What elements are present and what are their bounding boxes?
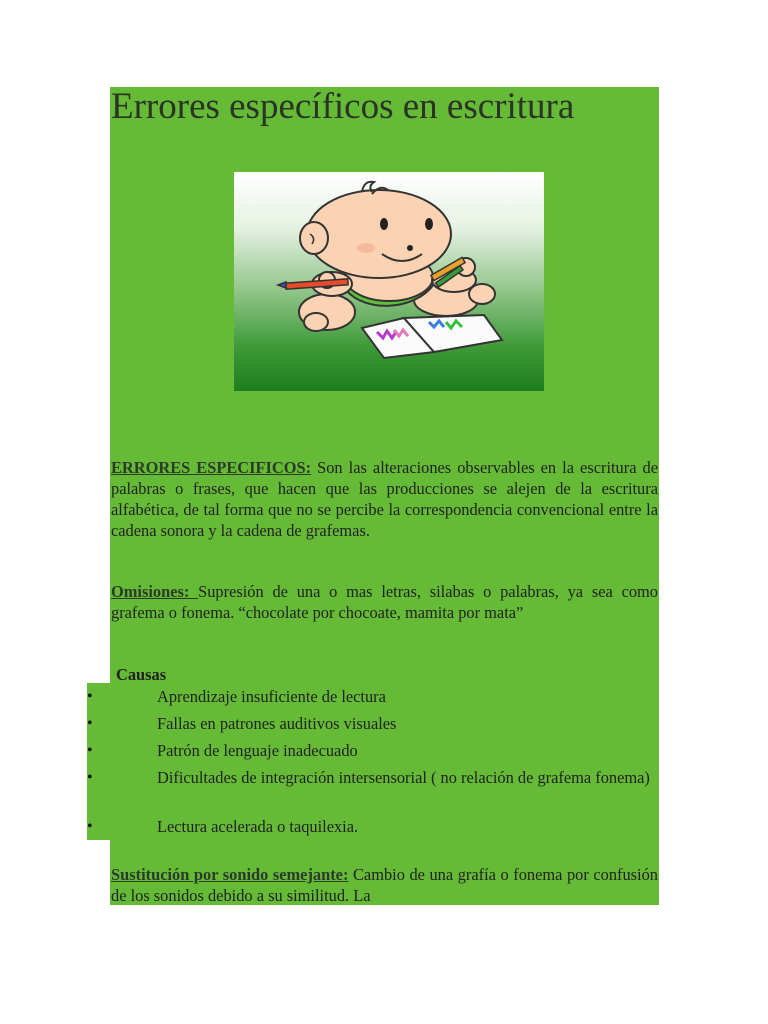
list-item-text: Fallas en patrones auditivos visuales [157, 714, 397, 733]
list-item-text: Patrón de lenguaje inadecuado [157, 741, 358, 760]
errores-text: Son las alteraciones observables en la escritura de palabras o frases, que hacen que las producciones se alejen de la escritura alfabética, de tal forma que no se percibe la correspondencia convencional entre la cadena sonora y la cadena de grafemas. [111, 458, 658, 540]
omisiones-term: Omisiones: [111, 582, 199, 601]
bullet-icon: • [87, 742, 93, 759]
errores-paragraph [111, 457, 658, 541]
sustitucion-term: Sustitución por sonido semejante: [111, 865, 349, 884]
omisiones-text: Supresión de una o mas letras, silabas o palabras, ya sea como grafema o fonema. “chocolate por chocoate, mamita por mata” [111, 582, 658, 622]
causas-heading: Causas [116, 665, 167, 684]
list-item-text: Lectura acelerada o taquilexia. [157, 817, 359, 836]
baby-drawing-icon [234, 172, 544, 391]
bullet-icon: • [87, 769, 93, 786]
sustitucion-paragraph [111, 864, 658, 906]
list-item-text: Aprendizaje insuficiente de lectura [157, 687, 386, 706]
list-item-text: Dificultades de integración intersensorial ( no relación de grafema fonema) [157, 768, 650, 787]
page-title: Errores específicos en escritura [111, 86, 575, 127]
omisiones-paragraph [111, 581, 658, 623]
sustitucion-text: Cambio de una grafía o fonema por confusión de los sonidos debido a su similitud. La [111, 865, 659, 905]
bullet-icon: • [87, 715, 93, 732]
errores-term: ERRORES ESPECIFICOS: [111, 458, 312, 477]
bullet-icon: • [87, 688, 93, 705]
bullet-icon: • [87, 818, 93, 835]
illustration [234, 172, 544, 391]
